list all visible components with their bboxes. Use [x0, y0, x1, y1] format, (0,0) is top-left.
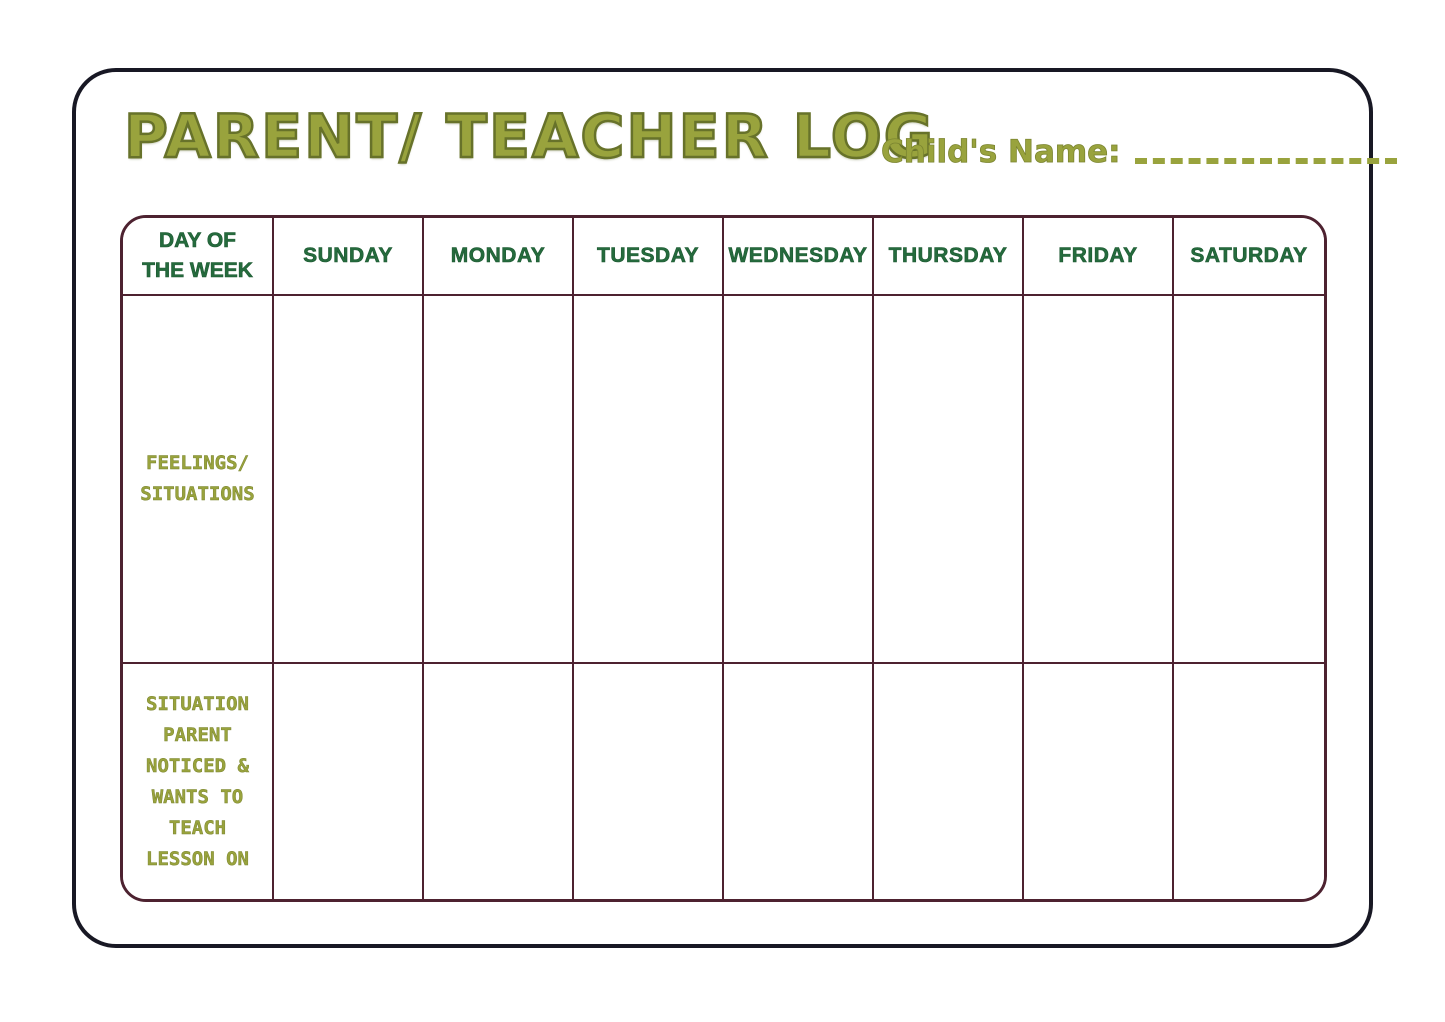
log-cell-situation-tuesday[interactable]: [574, 664, 724, 899]
row-label-feelings-situations: [123, 296, 274, 664]
row-label-line: TEACH: [168, 816, 227, 839]
corner-header-day-of-week: DAY OF THE WEEK: [123, 218, 274, 296]
child-name-field[interactable]: [1135, 158, 1397, 164]
column-header-wednesday: WEDNESDAY: [724, 218, 874, 296]
log-cell-feelings-wednesday[interactable]: [724, 296, 874, 664]
log-cell-feelings-saturday[interactable]: [1174, 296, 1324, 664]
row-label-situation-parent-noticed: [123, 664, 274, 899]
log-cell-feelings-friday[interactable]: [1024, 296, 1174, 664]
row-label-line: PARENT: [163, 723, 232, 746]
column-header-tuesday: TUESDAY: [574, 218, 724, 296]
row-label-line: FEELINGS/: [146, 452, 249, 474]
row-label-line: NOTICED &: [146, 754, 249, 777]
column-header-friday: FRIDAY: [1024, 218, 1174, 296]
log-cell-situation-wednesday[interactable]: [724, 664, 874, 899]
log-cell-situation-friday[interactable]: [1024, 664, 1174, 899]
column-header-sunday: SUNDAY: [274, 218, 424, 296]
child-name-row: [881, 134, 1397, 170]
page-title: PARENT/ TEACHER LOG: [124, 102, 936, 172]
log-cell-situation-saturday[interactable]: [1174, 664, 1324, 899]
column-header-monday: MONDAY: [424, 218, 574, 296]
worksheet-border: [72, 68, 1373, 948]
log-cell-situation-monday[interactable]: [424, 664, 574, 899]
log-cell-feelings-sunday[interactable]: [274, 296, 424, 664]
row-label-line: SITUATIONS: [140, 483, 255, 505]
log-cell-situation-thursday[interactable]: [874, 664, 1024, 899]
column-header-thursday: THURSDAY: [874, 218, 1024, 296]
log-cell-feelings-monday[interactable]: [424, 296, 574, 664]
column-header-saturday: SATURDAY: [1174, 218, 1324, 296]
log-cell-feelings-tuesday[interactable]: [574, 296, 724, 664]
log-cell-feelings-thursday[interactable]: [874, 296, 1024, 664]
log-table: [120, 215, 1327, 902]
row-label-line: SITUATION: [146, 692, 249, 715]
child-name-label: Child's Name:: [881, 134, 1121, 170]
row-label-line: LESSON ON: [146, 847, 249, 870]
log-cell-situation-sunday[interactable]: [274, 664, 424, 899]
row-label-line: WANTS TO: [151, 785, 244, 808]
